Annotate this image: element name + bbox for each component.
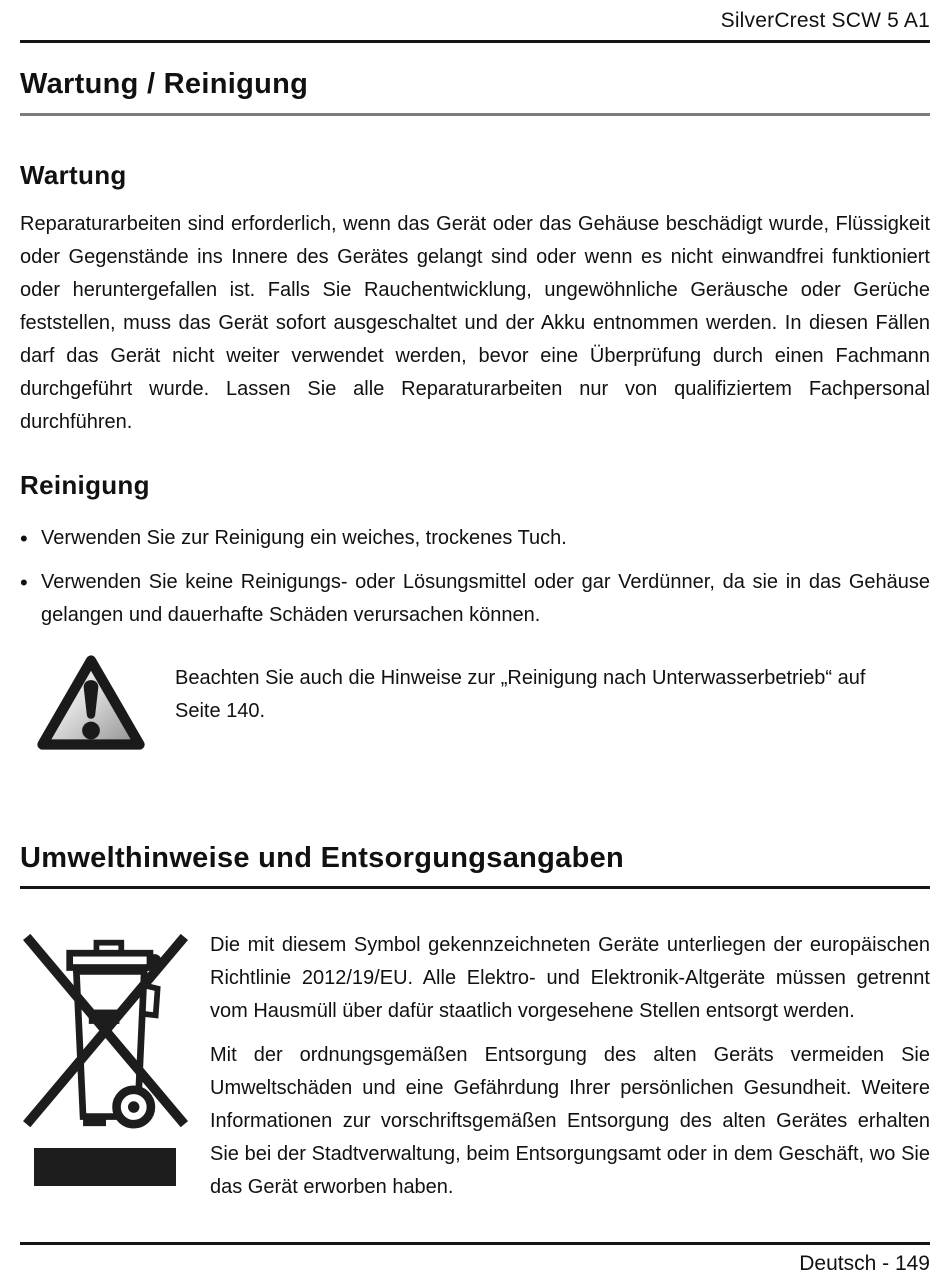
warning-note-text: Beachten Sie auch die Hinweise zur „Reinigung nach Unterwasserbetrieb“ auf Seite 140.: [175, 667, 866, 722]
section-title-divider: [20, 113, 930, 116]
disposal-block: [20, 929, 930, 1204]
maintenance-paragraph: Reparaturarbeiten sind erforderlich, wenn das Gerät oder das Gehäuse beschädigt wurde, Flüssigkeit oder Gegenstände ins Innere des Gerätes gelangt sind oder wenn es nicht einwandfrei funktioniert oder heruntergefallen ist. Falls Sie Rauchentwicklung, ungewöhnliche Geräusche oder Gerüche feststellen, muss das Gerät sofort ausgeschaltet und der Akku entnommen werden. In diesen Fällen darf das Gerät nicht weiter verwendet werden, bevor eine Überprüfung durch einen Fachmann durchgeführt wurde. Lassen Sie alle Reparaturarbeiten nur von qualifiziertem Fachpersonal durchführen.: [20, 213, 930, 433]
section-title-disposal: Umwelthinweise und Entsorgungsangaben: [20, 842, 625, 874]
weee-crossed-out-bin-icon: [20, 929, 192, 1186]
page-footer: [20, 1242, 930, 1276]
list-item: • Verwenden Sie keine Reinigungs- oder Lösungsmittel oder gar Verdünner, da sie in das Gehäuse gelangen und dauerhafte Schäden verursachen können.: [20, 566, 930, 632]
page-number-label: Deutsch - 149: [799, 1252, 930, 1275]
header-divider: [20, 40, 930, 43]
list-item: • Verwenden Sie zur Reinigung ein weiches, trockenes Tuch.: [20, 522, 930, 555]
warning-note: [20, 651, 930, 760]
warning-triangle-icon: [35, 651, 147, 760]
disposal-paragraph-1: Die mit diesem Symbol gekennzeichneten Geräte unterliegen der europäischen Richtlinie 2012/19/EU. Alle Elektro- und Elektronik-Altgeräte müssen getrennt vom Hausmüll über dafür staatlich vorgesehene Stellen entsorgt werden.: [210, 934, 930, 1022]
section-title-maintenance-cleaning: Wartung / Reinigung: [20, 68, 309, 100]
disposal-title-divider: [20, 886, 930, 889]
footer-divider: [20, 1242, 930, 1245]
cleaning-bullet-list: [20, 522, 930, 632]
subsection-title-maintenance: Wartung: [20, 160, 127, 190]
disposal-paragraph-2: Mit der ordnungsgemäßen Entsorgung des alten Geräts vermeiden Sie Umweltschäden und eine Gefährdung Ihrer persönlichen Gesundheit. Weitere Informationen zur vorschriftsgemäßen Entsorgung des alten Gerätes erhalten Sie bei der Stadtverwaltung, beim Entsorgungsamt oder in dem Geschäft, wo Sie das Gerät erworben haben.: [210, 1044, 930, 1198]
page-header-product-name: SilverCrest SCW 5 A1: [720, 9, 930, 32]
subsection-title-cleaning: Reinigung: [20, 470, 150, 500]
weee-black-bar: [34, 1148, 176, 1186]
